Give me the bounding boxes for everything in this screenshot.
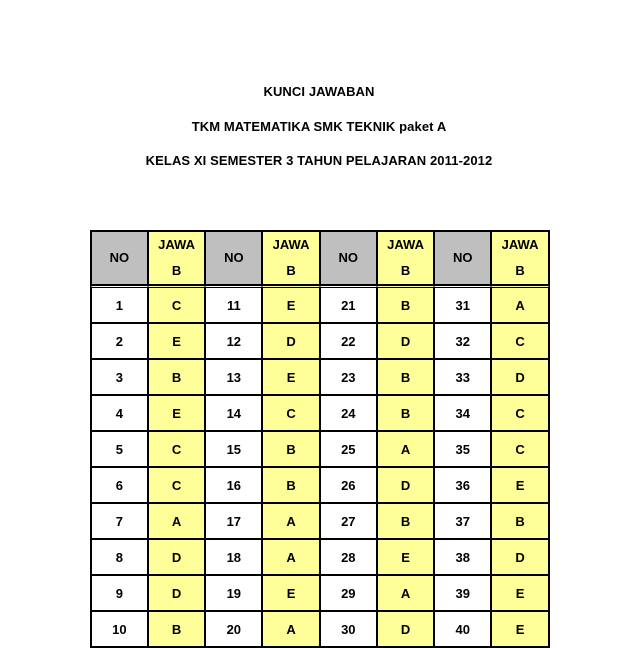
answer-cell: B — [377, 285, 435, 323]
answer-cell: D — [377, 467, 435, 503]
answer-cell: E — [148, 395, 206, 431]
number-cell: 15 — [205, 431, 262, 467]
answer-cell: D — [377, 323, 435, 359]
answer-cell: D — [148, 539, 206, 575]
answer-cell: E — [148, 323, 206, 359]
number-cell: 25 — [320, 431, 377, 467]
answer-cell: C — [491, 323, 549, 359]
number-cell: 12 — [205, 323, 262, 359]
header-no: NO — [320, 231, 377, 285]
number-cell: 32 — [434, 323, 491, 359]
table-row — [91, 395, 549, 431]
answer-cell: E — [491, 467, 549, 503]
table-row — [91, 431, 549, 467]
header-jawab — [491, 231, 549, 285]
answer-cell: E — [262, 359, 320, 395]
answer-cell: B — [148, 611, 206, 647]
number-cell: 35 — [434, 431, 491, 467]
number-cell: 21 — [320, 285, 377, 323]
answer-key-table — [90, 230, 550, 648]
number-cell: 14 — [205, 395, 262, 431]
answer-cell: A — [377, 575, 435, 611]
number-cell: 3 — [91, 359, 148, 395]
number-cell: 37 — [434, 503, 491, 539]
answer-cell: B — [262, 431, 320, 467]
number-cell: 4 — [91, 395, 148, 431]
number-cell: 39 — [434, 575, 491, 611]
answer-cell: A — [262, 503, 320, 539]
table-row — [91, 575, 549, 611]
number-cell: 26 — [320, 467, 377, 503]
answer-cell: A — [491, 285, 549, 323]
header-row — [91, 231, 549, 285]
number-cell: 34 — [434, 395, 491, 431]
answer-cell: A — [148, 503, 206, 539]
header-jawab — [262, 231, 320, 285]
table-row — [91, 539, 549, 575]
answer-cell: C — [148, 285, 206, 323]
answer-cell: E — [491, 611, 549, 647]
number-cell: 33 — [434, 359, 491, 395]
number-cell: 40 — [434, 611, 491, 647]
answer-cell: E — [262, 575, 320, 611]
answer-cell: C — [491, 431, 549, 467]
number-cell: 22 — [320, 323, 377, 359]
answer-cell: D — [262, 323, 320, 359]
answer-cell: B — [377, 395, 435, 431]
header-jawab-line1: JAWA — [272, 237, 310, 252]
answer-cell: B — [491, 503, 549, 539]
answer-cell: A — [262, 539, 320, 575]
title-kunci-jawaban: KUNCI JAWABAN — [263, 84, 375, 99]
number-cell: 10 — [91, 611, 148, 647]
number-cell: 19 — [205, 575, 262, 611]
header-jawab-line1: JAWA — [387, 237, 424, 252]
number-cell: 20 — [205, 611, 262, 647]
header-jawab-line2: B — [286, 263, 296, 278]
header-jawab-line1: JAWA — [501, 237, 539, 252]
answer-cell: C — [148, 431, 206, 467]
header-jawab — [377, 231, 435, 285]
number-cell: 2 — [91, 323, 148, 359]
answer-cell: D — [491, 359, 549, 395]
header-jawab-line2: B — [171, 263, 182, 278]
table-row — [91, 323, 549, 359]
header-no: NO — [91, 231, 148, 285]
number-cell: 30 — [320, 611, 377, 647]
answer-cell: C — [491, 395, 549, 431]
answer-cell: A — [262, 611, 320, 647]
table-row — [91, 611, 549, 647]
answer-cell: C — [148, 467, 206, 503]
number-cell: 28 — [320, 539, 377, 575]
header-jawab — [148, 231, 206, 285]
header-no: NO — [434, 231, 491, 285]
table-row — [91, 285, 549, 323]
answer-cell: E — [377, 539, 435, 575]
number-cell: 11 — [205, 285, 262, 323]
number-cell: 17 — [205, 503, 262, 539]
answer-cell: D — [491, 539, 549, 575]
number-cell: 9 — [91, 575, 148, 611]
answer-cell: B — [377, 503, 435, 539]
answer-cell: B — [262, 467, 320, 503]
number-cell: 16 — [205, 467, 262, 503]
table-row — [91, 503, 549, 539]
number-cell: 13 — [205, 359, 262, 395]
table-body — [91, 285, 549, 647]
number-cell: 8 — [91, 539, 148, 575]
number-cell: 38 — [434, 539, 491, 575]
number-cell: 24 — [320, 395, 377, 431]
number-cell: 5 — [91, 431, 148, 467]
answer-cell: C — [262, 395, 320, 431]
header-jawab-line2: B — [400, 263, 411, 278]
answer-cell: E — [262, 285, 320, 323]
number-cell: 6 — [91, 467, 148, 503]
header-no: NO — [205, 231, 262, 285]
header-jawab-line2: B — [515, 263, 525, 278]
number-cell: 27 — [320, 503, 377, 539]
answer-cell: D — [148, 575, 206, 611]
answer-cell: B — [148, 359, 206, 395]
number-cell: 31 — [434, 285, 491, 323]
answer-cell: E — [491, 575, 549, 611]
header-jawab-line1: JAWA — [158, 237, 195, 252]
answer-cell: B — [377, 359, 435, 395]
subtitle-subject: TKM MATEMATIKA SMK TEKNIK paket A — [191, 119, 447, 134]
number-cell: 29 — [320, 575, 377, 611]
table-header — [91, 231, 549, 285]
number-cell: 7 — [91, 503, 148, 539]
answer-cell: A — [377, 431, 435, 467]
number-cell: 36 — [434, 467, 491, 503]
number-cell: 1 — [91, 285, 148, 323]
table-row — [91, 467, 549, 503]
subtitle-class-semester: KELAS XI SEMESTER 3 TAHUN PELAJARAN 2011-2012 — [145, 153, 493, 168]
number-cell: 23 — [320, 359, 377, 395]
table-row — [91, 359, 549, 395]
number-cell: 18 — [205, 539, 262, 575]
answer-cell: D — [377, 611, 435, 647]
